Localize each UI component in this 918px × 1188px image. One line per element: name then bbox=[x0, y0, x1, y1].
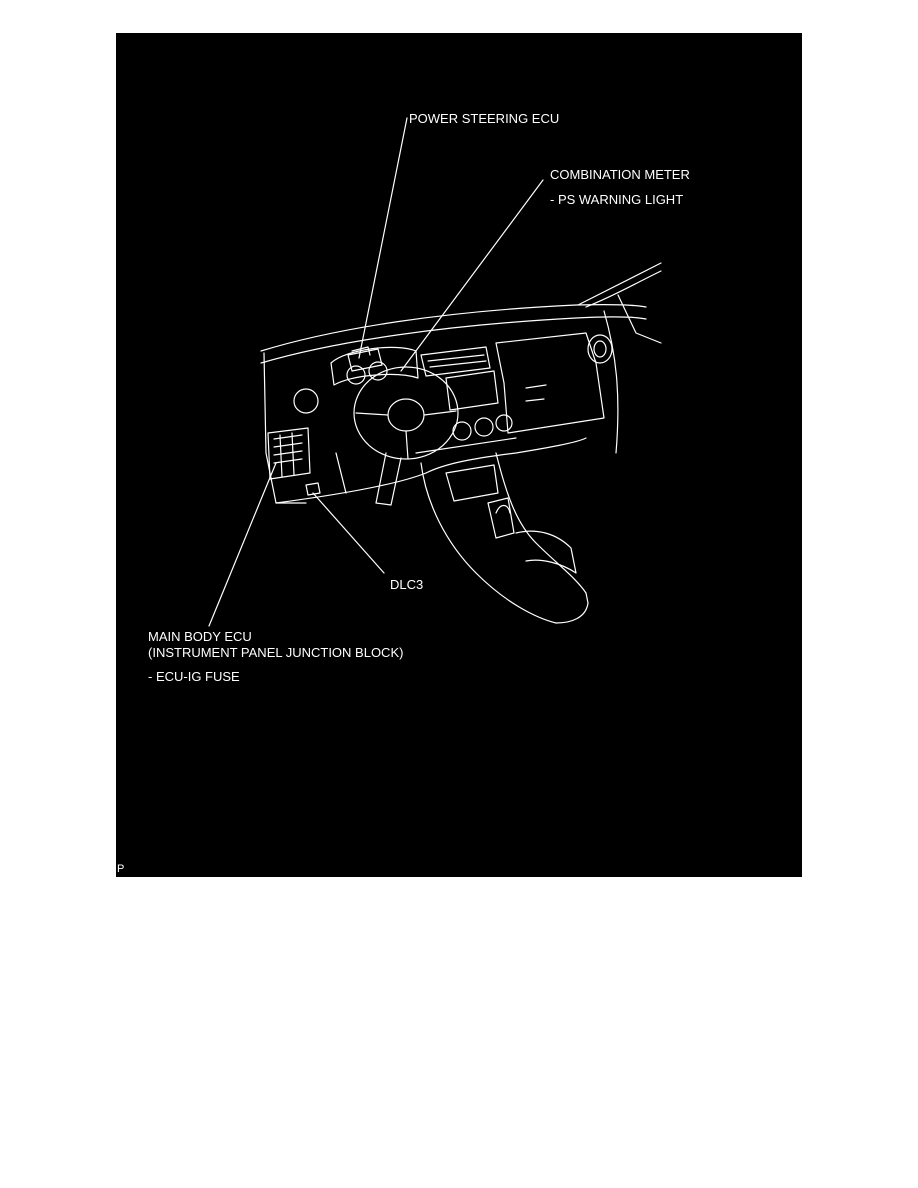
label-ecu-ig-fuse: - ECU-IG FUSE bbox=[148, 669, 240, 684]
dashboard-outline bbox=[261, 263, 661, 623]
dashboard-illustration bbox=[116, 33, 802, 877]
label-power-steering-ecu: POWER STEERING ECU bbox=[409, 111, 560, 126]
leader-dlc3 bbox=[313, 493, 384, 573]
label-ps-warning-light: - PS WARNING LIGHT bbox=[550, 192, 684, 207]
leader-power-steering-ecu bbox=[359, 118, 407, 358]
component-location-diagram bbox=[116, 33, 802, 877]
label-instrument-panel-junction-block: (INSTRUMENT PANEL JUNCTION BLOCK) bbox=[148, 645, 404, 660]
leader-combination-meter bbox=[401, 180, 543, 371]
leader-lines bbox=[209, 118, 543, 626]
label-main-body-ecu: MAIN BODY ECU bbox=[148, 629, 252, 644]
corner-mark: P bbox=[117, 863, 125, 875]
label-combination-meter: COMBINATION METER bbox=[550, 167, 690, 182]
leader-main-body-ecu bbox=[209, 463, 276, 626]
label-dlc3: DLC3 bbox=[390, 577, 424, 592]
